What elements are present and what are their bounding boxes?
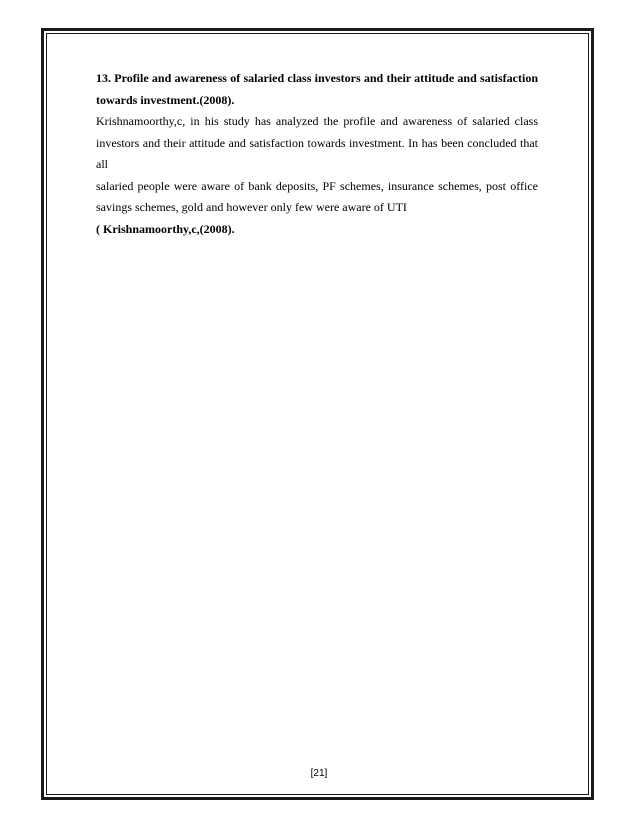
citation: ( Krishnamoorthy,c,(2008). xyxy=(96,221,235,236)
section-body xyxy=(96,111,538,219)
section-heading-line-1: 13. Profile and awareness of salaried class investors and their attitude and satisfaction xyxy=(96,71,538,85)
body-line-4: savings schemes, gold and however only few were aware of UTI xyxy=(96,200,407,214)
page-number: [21] xyxy=(310,768,328,779)
page-content xyxy=(96,68,538,240)
body-line-1: Krishnamoorthy,c, in his study has analyzed the profile and awareness of salaried class xyxy=(96,114,538,128)
body-line-2: investors and their attitude and satisfaction towards investment. In has been concluded that all xyxy=(96,135,538,171)
body-line-3: salaried people were aware of bank deposits, PF schemes, insurance schemes, post office xyxy=(96,178,538,193)
section-heading xyxy=(96,68,538,111)
section-heading-line-2: towards investment.(2008). xyxy=(96,92,235,107)
